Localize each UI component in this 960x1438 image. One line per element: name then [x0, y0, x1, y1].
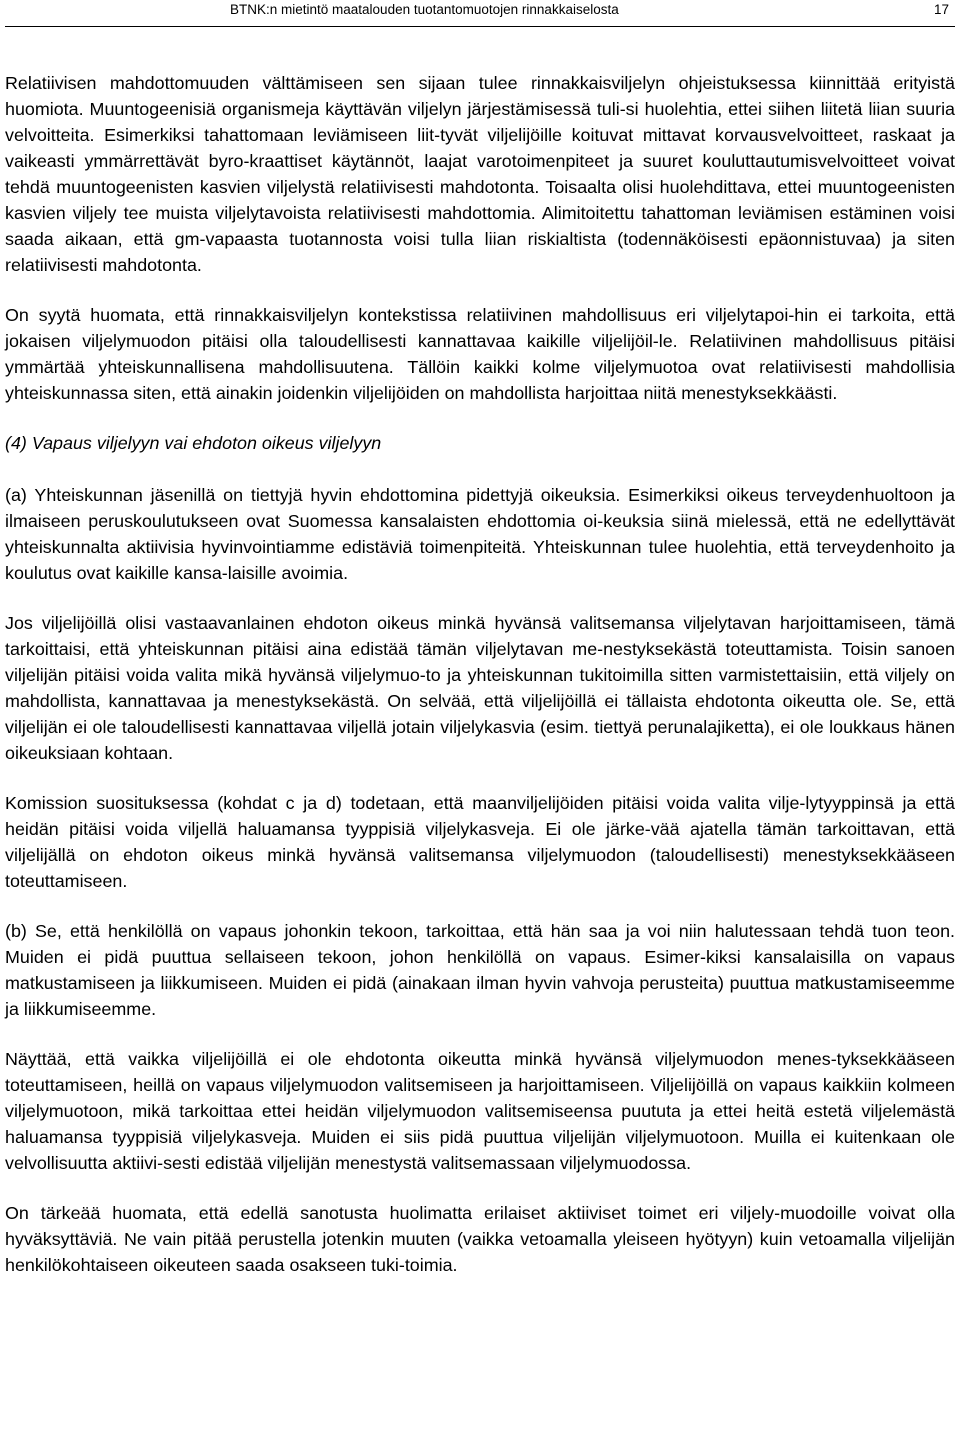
section-heading: (4) Vapaus viljelyyn vai ehdoton oikeus viljelyyn	[5, 433, 382, 453]
header-divider	[5, 26, 955, 27]
paragraph-relative-impossibility: Relatiivisen mahdottomuuden välttämiseen sen sijaan tulee rinnakkaisviljelyn ohjeistuksessa kiinnittää erityistä huomiota. Muuntogeenisiä organismeja käyttävän viljelyn järjestämisessä tuli-si huolehtia, ettei siihen liitetä liian suuria velvoitteita. Esimerkiksi tahattomaan leviämiseen liit-tyvät viljelijöille koituvat mittavat korvausvelvoitteet, raskaat ja vaikeasti ymmärrettävät byro-kraattiset käytännöt, laajat varotoimenpiteet ja suuret kouluttautumisvelvoitteet voivat tehdä muuntogeenisten kasvien viljelystä relatiivisesti mahdotonta. Toisaalta olisi huolehdittava, ettei muuntogeenisten kasvien viljely tee muista viljelytavoista relatiivisesti mahdottomia. Alimitoitettu tahattoman leviämisen estäminen voisi saada aikaan, että gm-vapaasta tuotannosta voisi tulla liian riskialtista (todennäköisesti epäonnistuvaa) ja siten relatiivisesti mahdotonta.	[5, 73, 955, 275]
page-number: 17	[933, 2, 949, 17]
paragraph-farmer-rights: Jos viljelijöillä olisi vastaavanlainen ehdoton oikeus minkä hyvänsä valitsemansa viljelytavan harjoittamiseen, tämä tarkoittaisi, että yhteiskunnan pitäisi aina edistää tämän viljelytavan me-nestyksekästä toteuttamista. Toisin sanoen viljelijän pitäisi voida valita mikä hyvänsä viljelymuo-to ja yhteiskunnan tukitoimilla sitten varmistettaisiin, että viljely on mahdollista, kannattavaa ja menestyksekästä. On selvää, että viljelijöillä ei tällaista ehdotonta oikeutta ole. Se, että viljelijän ei ole taloudellisesti kannattavaa viljellä jotain viljelykasvia (esim. tiettyä perunalajiketta), ei ole loukkaus hänen oikeuksiaan kohtaan.	[5, 613, 955, 763]
document-body	[5, 70, 955, 1302]
document-page	[5, 0, 955, 1275]
paragraph-commission-recommendation: Komission suosituksessa (kohdat c ja d) todetaan, että maanviljelijöiden pitäisi voida valita vilje-lytyyppinsä ja että heidän pitäisi voida viljellä haluamansa tyyppisiä viljelykasveja. Ei ole järke-vää ajatella tämän tarkoittavan, että viljelijällä on ehdoton oikeus minkä hyvänsä valitsemansa viljelymuodon (taloudellisesti) menestyksekkääseen toteuttamiseen.	[5, 793, 955, 891]
header-title: BTNK:n mietintö maatalouden tuotantomuotojen rinnakkaiselosta	[230, 2, 619, 17]
page-header	[5, 0, 955, 30]
paragraph-active-measures: On tärkeää huomata, että edellä sanotusta huolimatta erilaiset aktiiviset toimet eri viljely-muodoille voivat olla hyväksyttäviä. Ne vain pitää perustella jotenkin muuten (vaikka vetoamalla yleiseen hyötyyn) kuin vetoamalla viljelijän henkilökohtaiseen oikeuteen saada osakseen tuki-toimia.	[5, 1203, 955, 1275]
paragraph-freedom: (b) Se, että henkilöllä on vapaus johonkin tekoon, tarkoittaa, että hän saa ja voi niin halutessaan tehdä tuon teon. Muiden ei pidä puuttua sellaiseen tekoon, johon henkilöllä on vapaus. Esimer-kiksi kansalaisilla on vapaus matkustamiseen ja liikkumiseen. Muiden ei pidä (ainakaan ilman hyvin vahvoja perusteita) puuttua matkustamiseemme ja liikkumiseemme.	[5, 921, 955, 1019]
paragraph-relative-possibility: On syytä huomata, että rinnakkaisviljelyn kontekstissa relatiivinen mahdollisuus eri viljelytapoi-hin ei tarkoita, että jokaisen viljelymuodon pitäisi olla taloudellisesti kannattavaa kaikille viljelijöil-le. Relatiivinen mahdollisuus pitäisi ymmärtää yhteiskunnallisena mahdollisuutena. Tällöin kaikki kolme viljelymuotoa ovat relatiivisesti mahdollisia yhteiskunnassa siten, että ainakin joidenkin viljelijöiden on mahdollista harjoittaa niitä menestyksekkäästi.	[5, 305, 955, 403]
paragraph-absolute-rights: (a) Yhteiskunnan jäsenillä on tiettyjä hyvin ehdottomina pidettyjä oikeuksia. Esimerkiksi oikeus terveydenhuoltoon ja ilmaiseen peruskoulutukseen ovat Suomessa kansalaisten ehdottomia oi-keuksia siinä mielessä, että ne edellyttävät yhteiskunnalta aktiivisia hyvinvointiamme edistäviä toimenpiteitä. Yhteiskunnan tulee huolehtia, että terveydenhoito ja koulutus ovat kaikille kansa-laisille avoimia.	[5, 485, 955, 583]
paragraph-farmer-freedom: Näyttää, että vaikka viljelijöillä ei ole ehdotonta oikeutta minkä hyvänsä viljelymuodon menes-tyksekkääseen toteuttamiseen, heillä on vapaus viljelymuodon valitsemiseen ja harjoittamiseen. Viljelijöillä on vapaus kaikkiin kolmeen viljelymuotoon, mikä tarkoittaa ettei heidän viljelymuodon valitsemiseensa puututa ja ettei heitä estetä viljelemästä haluamansa tyyppisiä viljelykasveja. Muiden ei siis pidä puuttua viljelijän viljelymuotoon. Muilla ei kuitenkaan ole velvollisuutta aktiivi-sesti edistää viljelijän menestystä valitsemassaan viljelymuodossa.	[5, 1049, 955, 1173]
